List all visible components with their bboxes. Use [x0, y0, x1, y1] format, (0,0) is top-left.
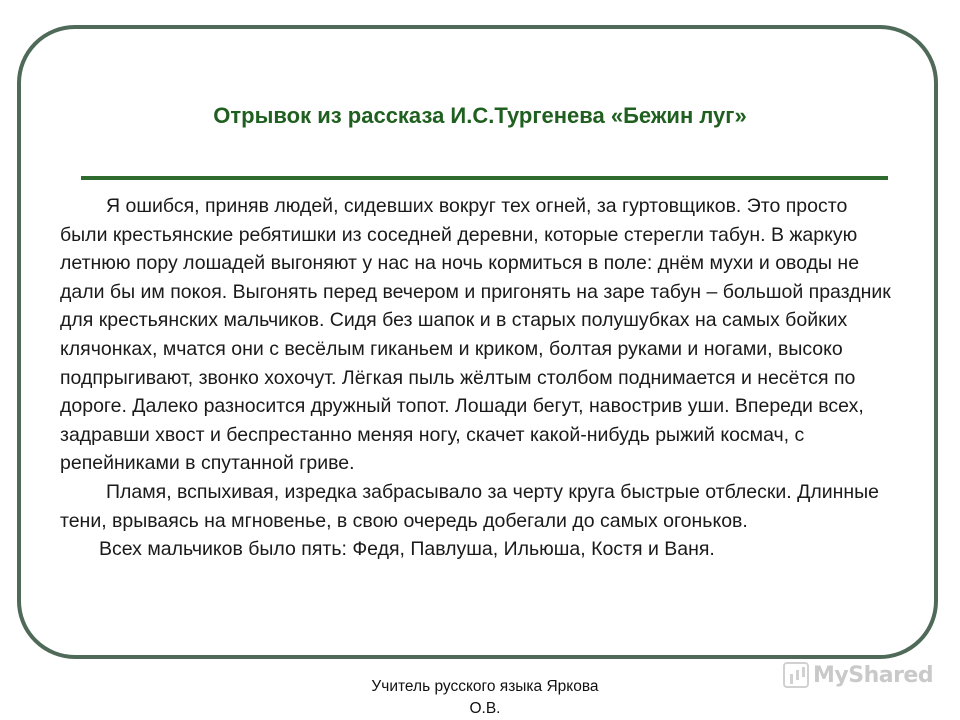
excerpt-paragraph-1: Я ошибся, приняв людей, сидевших вокруг тех огней, за гуртовщиков. Это просто были крестьянские ребятишки из соседней деревни, которые стерегли табун. В жаркую летнюю пору лошадей выгоняют у нас на ночь кормиться в поле: днём мухи и оводы не дали бы им покоя. Выгонять перед вечером и пригонять на заре табун – большой праздник для крестьянских мальчиков. Сидя без шапок и в старых полушубках на самых бойких клячонках, мчатся они с весёлым гиканьем и криком, болтая руками и ногами, высоко подпрыгивают, звонко хохочут. Лёгкая пыль жёлтым столбом поднимается и несётся по дороге. Далеко разносится дружный топот. Лошади бегут, навострив уши. Впереди всех, задравши хвост и беспрестанно меняя ногу, скачет какой-нибудь рыжий космач, с репейниками в спутанной гриве. [60, 195, 891, 475]
author-footer-line-2: О.В. [469, 700, 501, 717]
title-divider [81, 176, 888, 180]
excerpt-paragraph-3: Всех мальчиков было пять: Федя, Павлуша, Ильюша, Костя и Ваня. [99, 538, 715, 561]
watermark-text: MyShared [813, 662, 934, 688]
author-footer-line-1: Учитель русского языка Яркова [371, 678, 599, 695]
excerpt-text [60, 192, 900, 564]
excerpt-paragraph-2: Пламя, вспыхивая, изредка забрасывало за черту круга быстрые отблески. Длинные тени, врываясь на мгновенье, в свою очередь добегали до самых огоньков. [60, 480, 880, 532]
watermark [783, 658, 933, 692]
author-footer [300, 676, 670, 720]
slide-title: Отрывок из рассказа И.С.Тургенева «Бежин луг» [213, 103, 747, 128]
bar-chart-icon [783, 662, 809, 688]
